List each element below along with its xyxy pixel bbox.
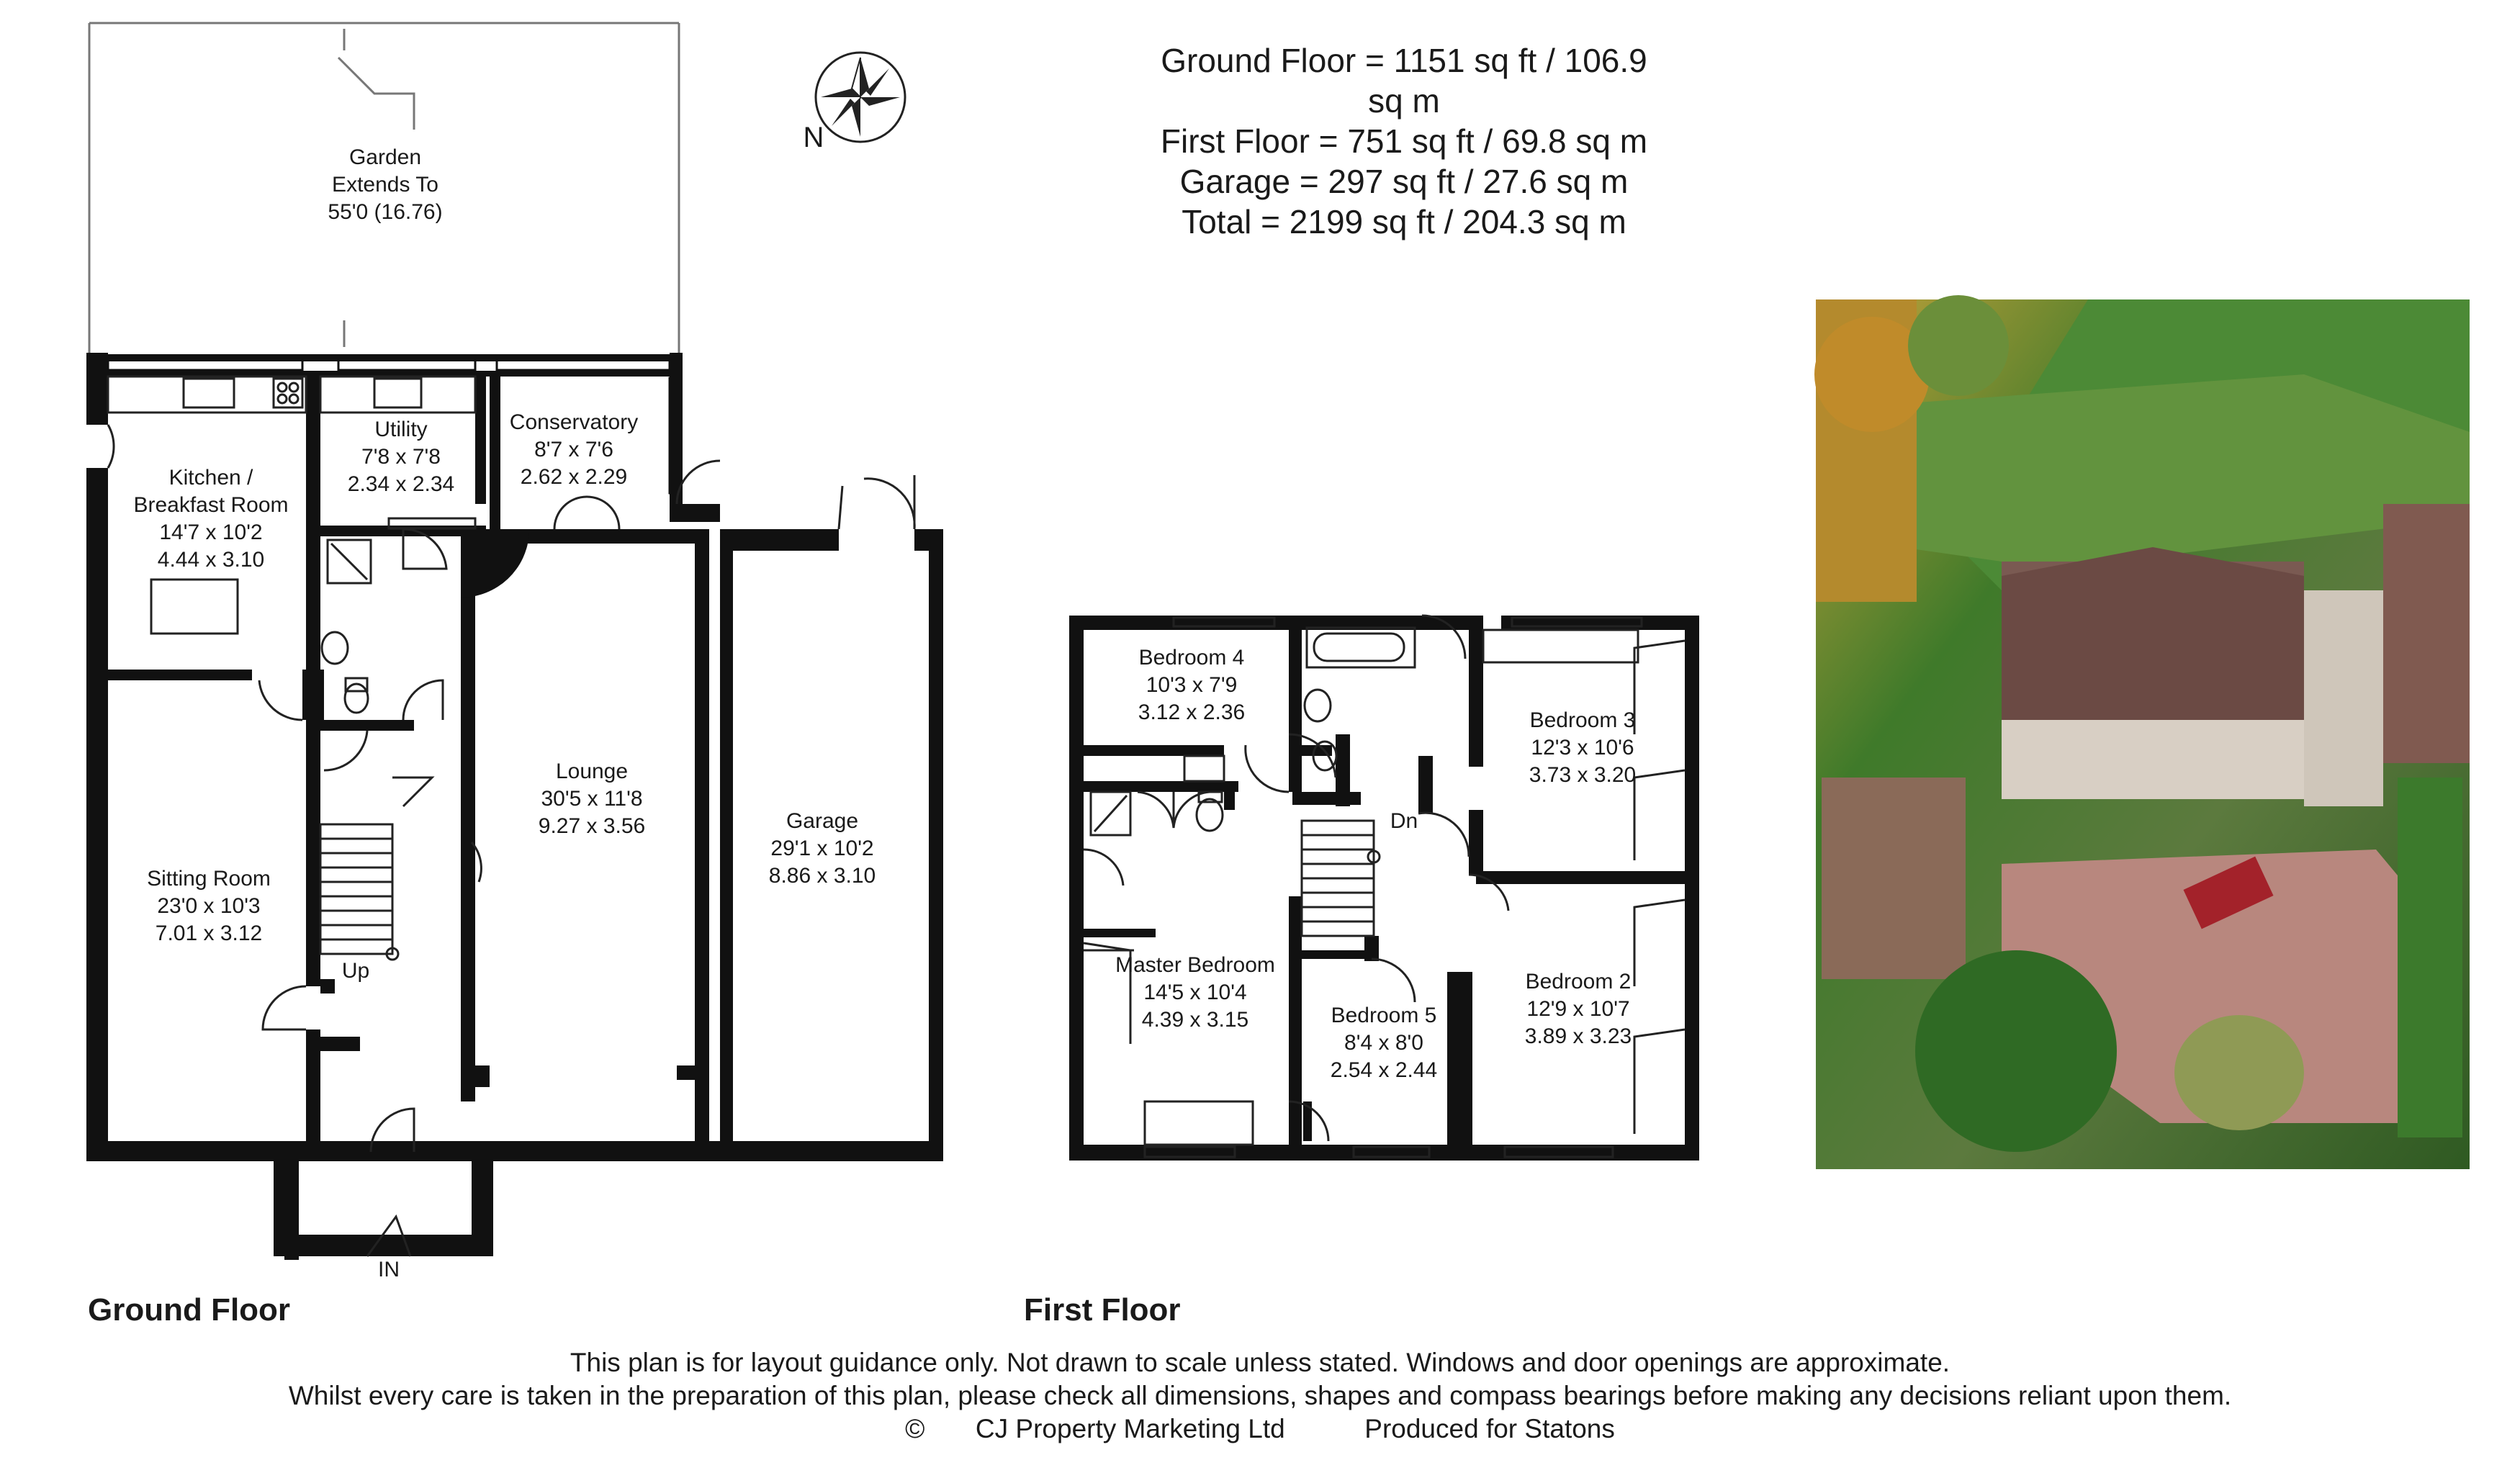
room-label-conservatory: Conservatory 8'7 x 7'6 2.62 x 2.29 bbox=[509, 410, 639, 489]
first-floor-title: First Floor bbox=[1024, 1292, 1181, 1328]
room-label-bedroom-2: Bedroom 2 12'9 x 10'7 3.89 x 3.23 bbox=[1524, 970, 1632, 1048]
produced-for: Produced for Statons bbox=[1364, 1414, 1615, 1443]
room-label-kitchen: Kitchen / Breakfast Room 14'7 x 10'2 4.44 x 3.10 bbox=[133, 466, 289, 572]
stairs-up-label: Up bbox=[341, 959, 370, 983]
area-summary bbox=[1152, 40, 1656, 242]
stairs-down-label: Dn bbox=[1390, 809, 1418, 833]
room-label-garden: Garden Extends To 55'0 (16.76) bbox=[328, 145, 443, 224]
compass-rose-icon bbox=[816, 53, 905, 142]
room-label-garage: Garage 29'1 x 10'2 8.86 x 3.10 bbox=[768, 809, 876, 888]
room-label-master-bedroom: Master Bedroom 14'5 x 10'4 4.39 x 3.15 bbox=[1115, 953, 1275, 1032]
room-label-bedroom-3: Bedroom 3 12'3 x 10'6 3.73 x 3.20 bbox=[1529, 708, 1637, 787]
hall-cupboard-fill bbox=[461, 533, 529, 598]
room-label-sitting-room: Sitting Room 23'0 x 10'3 7.01 x 3.12 bbox=[147, 867, 271, 945]
compass-north-label: N bbox=[803, 122, 824, 153]
area-total: Total = 2199 sq ft / 204.3 sq m bbox=[1182, 203, 1626, 240]
room-label-bedroom-5: Bedroom 5 8'4 x 8'0 2.54 x 2.44 bbox=[1330, 1004, 1438, 1082]
company-name: CJ Property Marketing Ltd bbox=[975, 1414, 1285, 1443]
disclaimer-line-2: Whilst every care is taken in the preparation of this plan, please check all dimensions, shapes and compass bearings before making any decisions reliant upon them. bbox=[288, 1381, 2232, 1410]
copyright-symbol: © bbox=[905, 1414, 925, 1443]
entrance-label: IN bbox=[378, 1258, 400, 1281]
area-garage: Garage = 297 sq ft / 27.6 sq m bbox=[1179, 163, 1629, 200]
room-label-lounge: Lounge 30'5 x 11'8 9.27 x 3.56 bbox=[538, 760, 646, 838]
area-ground-floor: Ground Floor = 1151 sq ft / 106.9 sq m bbox=[1161, 42, 1647, 120]
disclaimer-line-1: This plan is for layout guidance only. Not drawn to scale unless stated. Windows and door openings are approximate. bbox=[570, 1348, 1950, 1377]
credits-line bbox=[0, 1414, 2520, 1444]
room-label-utility: Utility 7'8 x 7'8 2.34 x 2.34 bbox=[347, 418, 455, 496]
area-first-floor: First Floor = 751 sq ft / 69.8 sq m bbox=[1160, 122, 1648, 160]
aerial-photo bbox=[1814, 295, 2470, 1169]
ground-floor-title: Ground Floor bbox=[88, 1292, 291, 1328]
room-label-bedroom-4: Bedroom 4 10'3 x 7'9 3.12 x 2.36 bbox=[1138, 646, 1246, 724]
